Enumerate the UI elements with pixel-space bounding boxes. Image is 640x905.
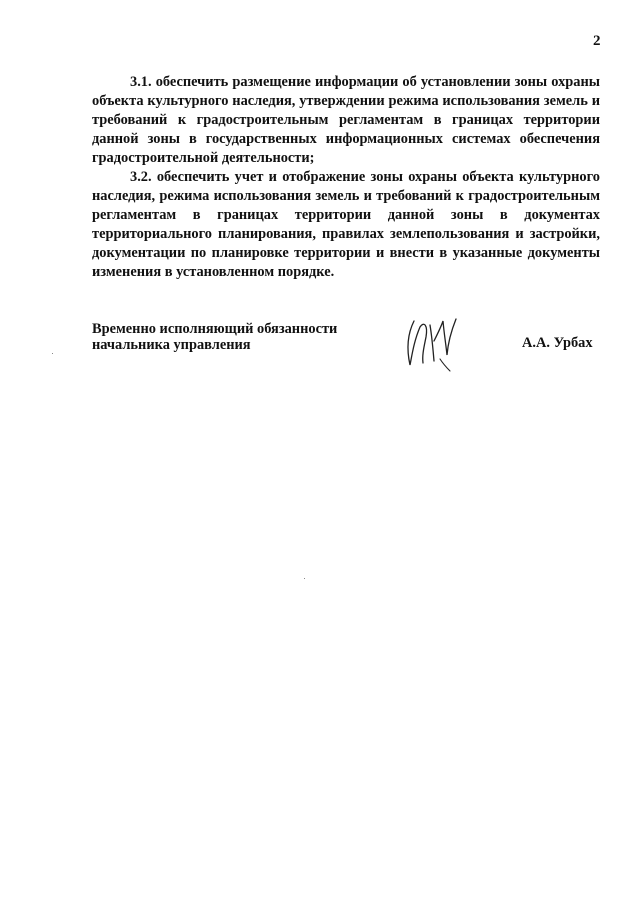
signature-block (92, 321, 600, 381)
signer-name: А.А. Урбах (522, 335, 593, 351)
signer-title-line-1: Временно исполняющий обязанности (92, 321, 338, 337)
signer-title-line-2: начальника управления (92, 337, 251, 353)
scan-speck (52, 353, 53, 354)
page-number: 2 (593, 33, 601, 49)
paragraph-3-1: 3.1. обеспечить размещение информации об установлении зоны охраны объекта культурного наследия, утверждении режима использования земель и требований к градостроительным регламентам в границах территории данной зоны в государственных информационных системах обеспечения градостроительной деятельности; (92, 74, 600, 166)
document-body (92, 73, 600, 282)
signature-icon (400, 311, 470, 373)
paragraph-3-2: 3.2. обеспечить учет и отображение зоны охраны объекта культурного наследия, режима использования земель и требований к градостроительным регламентам в границах территории данной зоны в документах территориального планирования, правилах землепользования и застройки, документации по планировке территории и внести в указанные документы изменения в установленном порядке. (92, 169, 600, 280)
signer-title (92, 321, 337, 353)
scan-speck (304, 578, 305, 579)
